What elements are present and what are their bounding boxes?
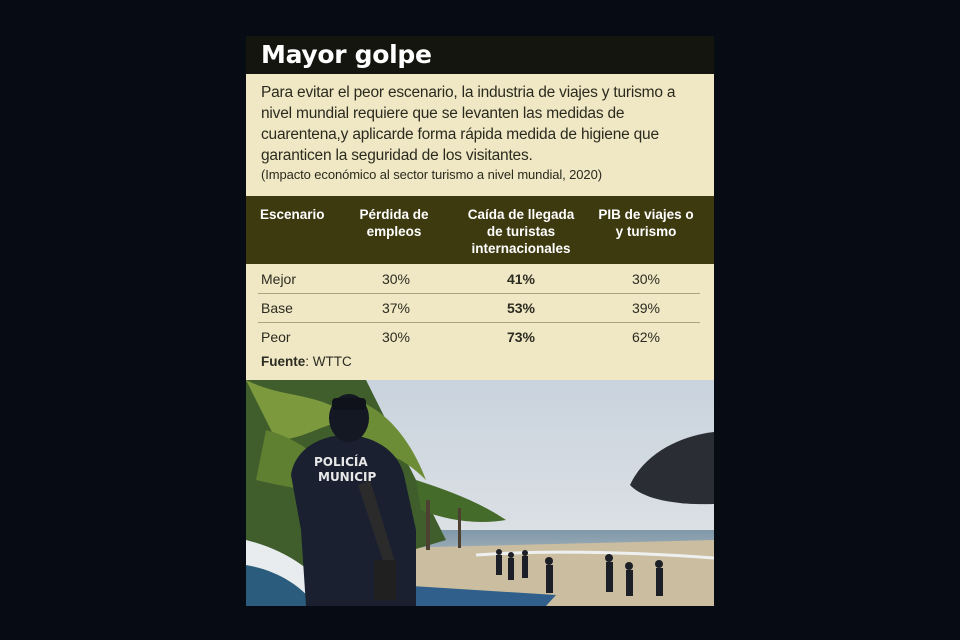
title-bar (246, 36, 714, 74)
source-value: : WTTC (305, 354, 352, 369)
cell-caida: 53% (506, 300, 536, 316)
police-badge-text-1: POLICÍA (314, 455, 368, 469)
cell-perdida: 30% (381, 271, 411, 287)
source-note (261, 354, 352, 369)
cell-pib: 30% (631, 271, 661, 287)
intro-paragraph: Para evitar el peor escenario, la industria de viajes y turismo a nivel mundial requiere que se levanten las medidas de cuarentena,y aplicarde forma rápida medida de higiene que garanticen la seguridad de los visitantes. (261, 84, 676, 164)
police-badge-text-2: MUNICIP (318, 470, 377, 484)
cell-pib: 62% (631, 329, 661, 345)
page-title: Mayor golpe (261, 40, 432, 69)
beach-photo (246, 380, 714, 606)
header-pib: PIB de viajes o y turismo (598, 207, 694, 239)
cell-escenario: Peor (261, 329, 291, 345)
cell-perdida: 37% (381, 300, 411, 316)
cell-caida: 41% (506, 271, 536, 287)
cell-perdida: 30% (381, 329, 411, 345)
beach-scene-image (246, 380, 714, 606)
table-row (246, 323, 714, 352)
table-caption: (Impacto económico al sector turismo a nivel mundial, 2020) (261, 167, 602, 182)
header-caida-llegada: Caída de llegada de turistas internacionales (467, 207, 575, 256)
table-row (246, 265, 714, 294)
header-escenario: Escenario (260, 207, 325, 222)
header-perdida-empleos: Pérdida de empleos (359, 207, 429, 239)
infographic-card (246, 36, 714, 606)
cell-caida: 73% (506, 329, 536, 345)
table-row (246, 294, 714, 323)
cell-escenario: Base (261, 300, 293, 316)
table-header (246, 196, 714, 264)
source-label: Fuente (261, 354, 306, 369)
cell-pib: 39% (631, 300, 661, 316)
cell-escenario: Mejor (261, 271, 297, 287)
